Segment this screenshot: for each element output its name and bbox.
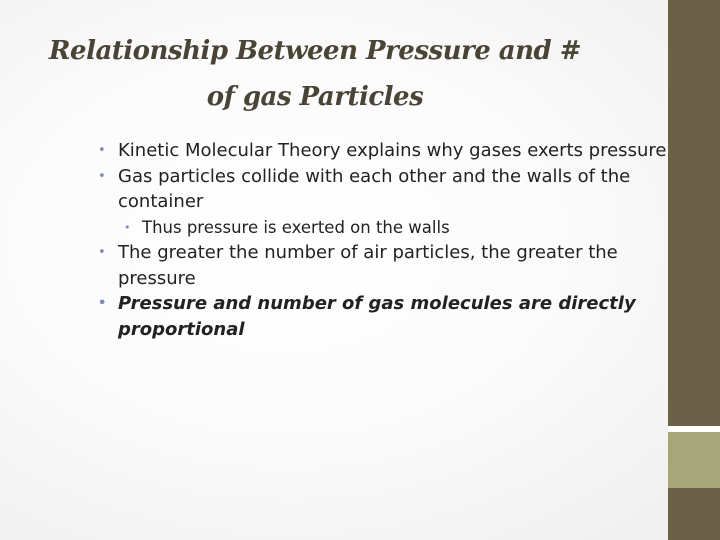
bullet-list	[96, 138, 676, 342]
bullet-icon: •	[98, 168, 106, 184]
bullet-text: Thus pressure is exerted on the walls	[142, 217, 450, 237]
sidebar-accent-block	[668, 432, 720, 488]
bullet-icon: •	[124, 220, 131, 234]
bullet-icon: •	[98, 143, 106, 158]
title-line-1: Relationship Between Pressure and #	[48, 36, 582, 66]
sub-bullet-item	[96, 215, 676, 241]
title-line-2: of gas Particles	[206, 82, 424, 112]
slide-title	[30, 28, 600, 120]
bullet-item	[96, 138, 676, 164]
bullet-item-emphasized	[96, 291, 676, 342]
bullet-icon: •	[98, 245, 106, 260]
bullet-item	[96, 164, 676, 215]
bullet-text: Pressure and number of gas molecules are directly proportional	[118, 293, 636, 340]
bullet-text: Kinetic Molecular Theory explains why gases exerts pressure	[118, 140, 667, 161]
decorative-sidebar	[668, 0, 720, 540]
bullet-item	[96, 240, 676, 291]
bullet-text: The greater the number of air particles, the greater the pressure	[118, 242, 618, 289]
bullet-text: Gas particles collide with each other and the walls of the container	[118, 165, 631, 212]
bullet-icon: •	[98, 296, 107, 311]
